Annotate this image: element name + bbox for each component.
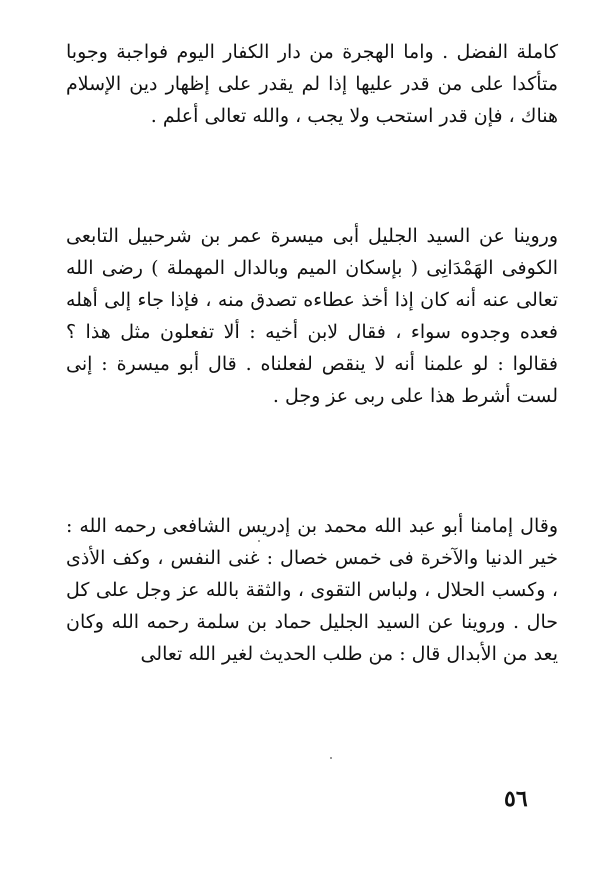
paragraph-2 [66, 220, 558, 412]
paragraph-3-text: وقال إمامنا أبو عبد الله محمد بن إدريس الشافعى رحمه الله : خير الدنيا والآخرة فى خمس خصال : غنى النفس ، وكف الأذى ، وكسب الحلال ، ولباس التقوى ، والثقة بالله عز وجل على كل حال . وروينا عن السيد الجليل حماد بن سلمة رحمه الله وكان يعد من الأبدال قال : من طلب الحديث لغير الله تعالى [66, 515, 558, 665]
paragraph-2-text: وروينا عن السيد الجليل أبى ميسرة عمر بن شرحبيل التابعى الكوفى الهَمْدَانِى ( بإسكان الميم وبالدال المهملة ) رضى الله تعالى عنه أنه كان إذا أخذ عطاءه تصدق منه ، فإذا جاء إلى أهله فعده وجدوه سواء ، فقال لابن أخيه : ألا تفعلون مثل هذا ؟ فقالوا : لو علمنا أنه لا ينقص لفعلناه . قال أبو ميسرة : إنى لست أشرط هذا على ربى عز وجل . [66, 225, 558, 407]
paragraph-1 [66, 36, 558, 132]
paragraph-3 [66, 510, 558, 670]
scan-speck [330, 757, 332, 759]
page-number: ٥٦ [504, 786, 528, 812]
paragraph-1-text: كاملة الفضل . واما الهجرة من دار الكفار اليوم فواجبة وجوبا متأكدا على من قدر عليها إذا لم يقدر على إظهار دين الإسلام هناك ، فإن قدر استحب ولا يجب ، والله تعالى أعلم . [66, 41, 558, 127]
scan-speck [258, 540, 260, 542]
